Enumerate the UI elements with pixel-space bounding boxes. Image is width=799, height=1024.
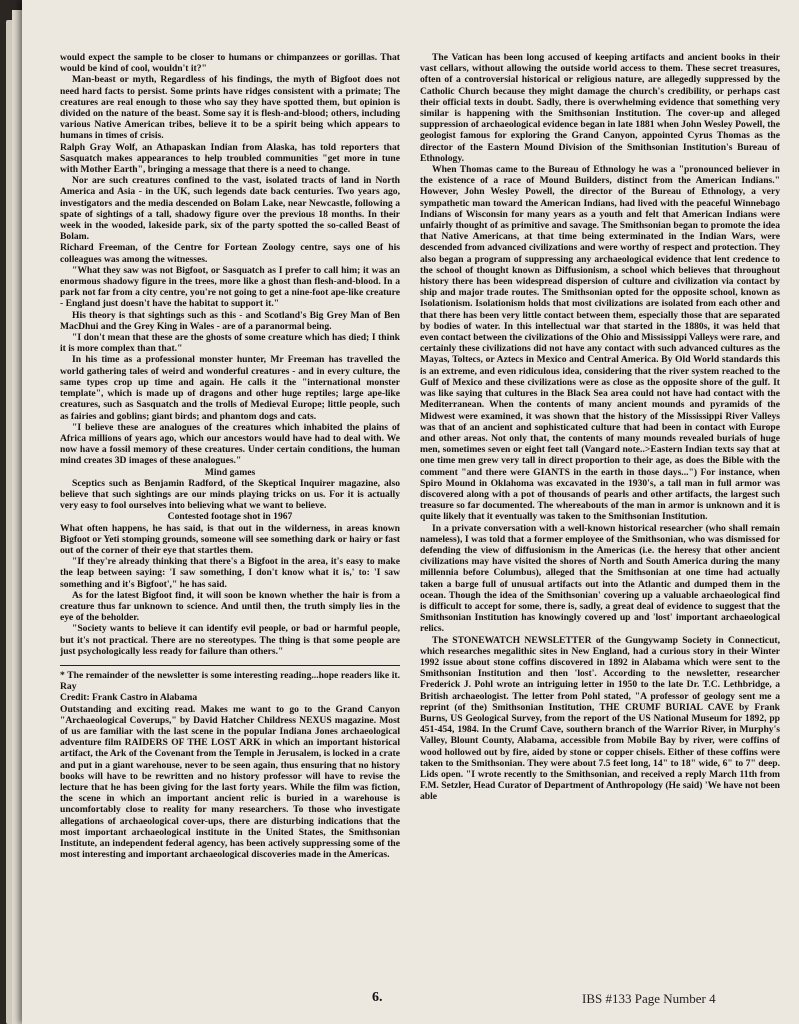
- paragraph: would expect the sample to be closer to humans or chimpanzees or gorillas. That would be kind of cool, wouldn't it?": [60, 52, 400, 75]
- subheading: Mind games: [204, 466, 256, 478]
- paragraph: What often happens, he has said, is that out in the wilderness, in areas known Bigfoot or Yeti stomping grounds, someone will see something dark or hairy or fast out of the corner of their eye that startles them.: [60, 522, 400, 556]
- paragraph: "I believe these are analogues of the creatures which inhabited the plains of Africa millions of years ago, which our ancestors would have had to deal with. We now have a fossil memory of these creatures. Under certain conditions, the human mind creates 3D images of these analogues.": [60, 421, 400, 467]
- section-divider: [60, 665, 400, 666]
- paragraph: In his time as a professional monster hunter, Mr Freeman has travelled the world gathering tales of weird and wonderful creatures - and in every culture, the same types crop up time and again. He calls it the "international monster template", which is made up of dragons and other huge reptiles; large ape-like creatures, such as Sasquatch and the trolls of Medieval Europe; little people, such as fairies and goblins; giant birds; and phantom dogs and cats.: [60, 354, 400, 422]
- right-column: [420, 52, 780, 987]
- paragraph: Ralph Gray Wolf, an Athapaskan Indian from Alaska, has told reporters that Sasquatch makes appearances to help troubled communities "get more in tune with Mother Earth", bringing a message that there is a need to change.: [60, 141, 400, 176]
- paragraph: "If they're already thinking that there's a Bigfoot in the area, it's easy to make the leap between saying: 'I saw something, I don't know what it is,' to: 'I saw something and it's Bigfoot'," he has said.: [60, 556, 400, 590]
- subheading: Contested footage shot in 1967: [167, 511, 293, 523]
- left-column: [60, 52, 400, 972]
- paragraph: Richard Freeman, of the Centre for Fortean Zoology centre, says one of his colleagues was among the witnesses.: [60, 242, 400, 265]
- paragraph: Man-beast or myth, Regardless of his findings, the myth of Bigfoot does not need hard facts to persist. Some prints have ridges consistent with a primate; The creatures are real enough to those who say they have spotted them, but opinion is divided on the nature of the beast. Some say it is flesh-and-blood; others, including various Native American tribes, believe it to be a spirit being which appears to humans in times of crisis.: [60, 74, 400, 142]
- paragraph: The STONEWATCH NEWSLETTER of the Gungywamp Society in Connecticut, which researches megalithic sites in New England, had a curious story in their Winter 1992 issue about stone coffins discovered in 1892 in Alabama which were sent to the Smithsonian Institution and then 'lost'. According to the newsletter, researcher Frederick J. Pohl wrote an intriguing letter in 1950 to the late Dr. T.C. Lethbridge, a British archaeologist. The letter from Pohl stated, "A professor of geology sent me a reprint (of the) Smithsonian Institution, THE CRUMF BURIAL CAVE by Frank Burns, US Geological Survey, from the report of the US National Museum for 1892, pp 451-454, 1984. In the Crumf Cave, southern branch of the Warrior River, in Murphy's Valley, Blount County, Alabama, accessible from Mobile Bay by river, were coffins of wood hollowed out by fire, aided by stone or copper chisels. Either of these coffins were taken to the Smithsonian. They were about 7.5 feet long, 14" to 18" wide, 6" to 7" deep. Lids open. "I wrote recently to the Smithsonian, and received a reply March 11th from F.M. Setzler, Head Curator of Department of Anthropology (He said) 'We have not been able: [420, 634, 780, 803]
- paragraph: "I don't mean that these are the ghosts of some creature which has died; I think it is more complex than that.": [60, 332, 400, 355]
- credit-line: Credit: Frank Castro in Alabama: [60, 692, 198, 704]
- newsletter-page: [22, 0, 799, 1024]
- paragraph: His theory is that sightings such as this - and Scotland's Big Grey Man of Ben MacDhui and the Grey King in Wales - are of a paranormal being.: [60, 309, 400, 332]
- paragraph: "Society wants to believe it can identify evil people, or bad or harmful people, but it's not practical. There are no stereotypes. The thing is that some people are just psychologically less ready for failure than others.": [60, 623, 400, 657]
- editor-note: * The remainder of the newsletter is some interesting reading...hope readers like it. Ray: [60, 669, 400, 693]
- paragraph: "What they saw was not Bigfoot, or Sasquatch as I prefer to call him; it was an enormous shadowy figure in the trees, more like a ghost than flesh-and-blood. In a park not far from a city centre, you're not going to get a nine-foot ape-like creature - England just doesn't have the habitat to support it.": [60, 264, 400, 310]
- paragraph: Sceptics such as Benjamin Radford, of the Skeptical Inquirer magazine, also believe that such sightings are our minds playing tricks on us. For it is actually very easy to fool ourselves into believing what we want to believe.: [60, 477, 400, 512]
- paragraph: In a private conversation with a well-known historical researcher (who shall remain nameless), I was told that a former employee of the Smithsonian, who was dismissed for defending the view of diffusionism in the Americas (i.e. the heresy that other ancient civilizations may have visited the shores of North and South America during the many millennia before Columbus), alleged that the Smithsonian at one time had actually taken a barge full of unusual artifacts out into the Atlantic and dumped them in the ocean. Though the idea of the Smithsonian' covering up a valuable archaeological find is difficult to accept for some, there is, sadly, a great deal of evidence to suggest that the Smithsonian Institution has knowingly covered up and 'lost' important archaeological relics.: [420, 522, 780, 635]
- paragraph: The Vatican has been long accused of keeping artifacts and ancient books in their vast cellars, without allowing the outside world access to them. These secret treasures, often of a controversial historical or religious nature, are allegedly suppressed by the Catholic Church because they might damage the church's credibility, or perhaps cast their official texts in doubt. Sadly, there is overwhelming evidence that something very similar is happening with the Smithsonian Institution. The cover-up and alleged suppression of archaeological evidence began in late 1881 when John Wesley Powell, the geologist famous for exploring the Grand Canyon, appointed Cyrus Thomas as the director of the Eastern Mound Division of the Smithsonian Institution's Bureau of Ethnology.: [420, 52, 780, 164]
- issue-label: IBS #133 Page Number 4: [582, 991, 716, 1006]
- paragraph: When Thomas came to the Bureau of Ethnology he was a "pronounced believer in the existence of a race of Mound Builders, distinct from the American Indians." However, John Wesley Powell, the director of the Bureau of Ethnology, a very sympathetic man toward the American Indians, had lived with the peaceful Winnebago Indians of Wisconsin for many years as a youth and felt that American Indians were unfairly thought of as primitive and savage. The Smithsonian began to promote the idea that Native Americans, at that time being exterminated in the Indian Wars, were descended from advanced civilizations and were worthy of respect and protection. They also began a program of suppressing any archaeological evidence that lent credence to the school of thought known as Diffusionism, a school which believes that throughout history there has been widespread dispersion of culture and civilization via contact by ship and major trade routes. The Smithsonian opted for the opposite school, known as Isolationism. Isolationism holds that most civilizations are isolated from each other and that there has been very little contact between them, especially those that are separated by bodies of water. In this intellectual war that started in the 1880s, it was held that even contact between the civilizations of the Ohio and Mississippi Valleys were rare, and certainly these civilizations did not have any contact with such advanced cultures as the Mayas, Toltecs, or Aztecs in Mexico and Central America. By Old World standards this is an extreme, and even ridiculous idea, considering that the river system reached to the Gulf of Mexico and these civilizations were as close as the opposite shore of the gulf. It was like saying that cultures in the Black Sea area could not have had contact with the Mediterranean. When the contents of many ancient mounds and pyramids of the Midwest were examined, it was shown that the history of the Mississippi River Valleys was that of an ancient and sophisticated culture that had been in contact with Europe and other areas. Not only that, the contents of many mounds revealed burials of huge men, sometimes seven or eight feet tall (Vangard note..>Eastern Indian texts say that at one time men grew very tall in direct proportion to their age, as does the Bible with the comment "and there were GIANTS in the earth in those days...") For instance, when Spiro Mound in Oklahoma was excavated in the 1930's, a tall man in full armor was discovered along with a pot of thousands of pearls and other artifacts, the largest such treasure so far documented. The whereabouts of the man in armor is unknown and it is quite likely that it eventually was taken to the Smithsonian Institution.: [420, 164, 780, 523]
- page-number: 6.: [372, 990, 383, 1005]
- paragraph: As for the latest Bigfoot find, it will soon be known whether the hair is from a creature thus far unknown to science. And until then, the truth simply lies in the eye of the beholder.: [60, 589, 400, 624]
- paragraph: Nor are such creatures confined to the vast, isolated tracts of land in North America and Asia - in the UK, such legends date back centuries. Two years ago, investigators and the media descended on Bolam Lake, near Newcastle, following a spate of sightings of a tall, shadowy figure over the previous 18 months. In their week in the wooded, lakeside park, six of the party spotted the so-called Beast of Bolam.: [60, 175, 400, 243]
- paragraph: Outstanding and exciting read. Makes me want to go to the Grand Canyon "Archaeological Coverups," by David Hatcher Childress NEXUS magazine. Most of us are familiar with the last scene in the popular Indiana Jones archaeological adventure film RAIDERS OF THE LOST ARK in which an important historical artifact, the Ark of the Covenant from the Temple in Jerusalem, is locked in a crate and put in a giant warehouse, never to be seen again, thus ensuring that no history books will have to be rewritten and no history professor will have to revise the lecture that he has been giving for the last forty years. While the film was fiction, the scene in which an important ancient relic is buried in a warehouse is uncomfortably close to reality for many researchers. To those who investigate allegations of archaeological cover-ups, there are disturbing indications that the most important archaeological institute in the United States, the Smithsonian Institute, an independent federal agency, has been actively suppressing some of the most interesting and important archaeological discoveries made in the Americas.: [60, 703, 400, 861]
